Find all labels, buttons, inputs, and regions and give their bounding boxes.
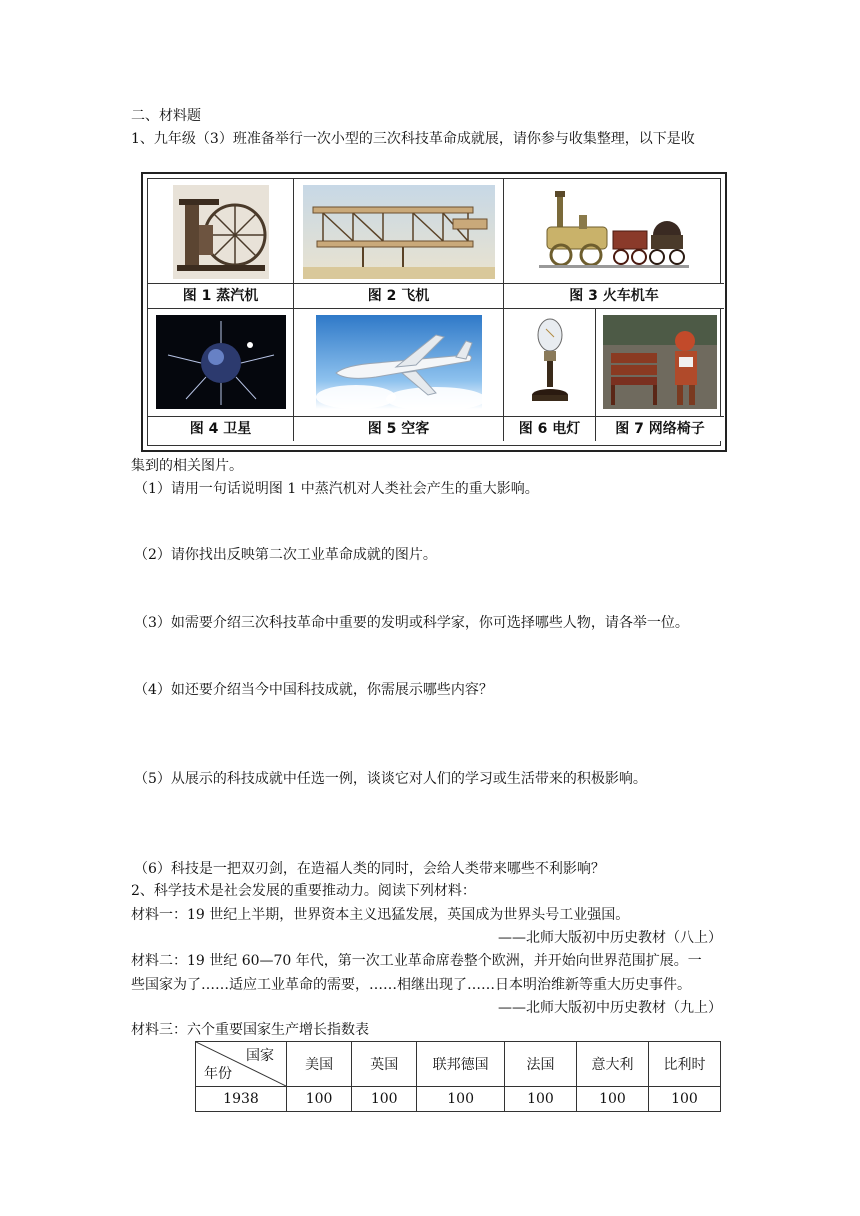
figure-cell-7 — [596, 309, 724, 441]
figure-cell-6 — [504, 309, 596, 441]
q2-intro: 2、科学技术是社会发展的重要推动力。阅读下列材料： — [131, 883, 476, 899]
figure-caption-7: 图 7 网络椅子 — [596, 416, 724, 441]
figure-caption-3: 图 3 火车机车 — [504, 283, 724, 308]
figure-cell-3 — [504, 179, 724, 309]
figure-cell-4 — [148, 309, 294, 441]
satellite-icon — [156, 315, 286, 409]
table-column-header: 意大利 — [576, 1042, 648, 1087]
table-cell: 100 — [504, 1087, 576, 1112]
q1-intro-line2: 集到的相关图片。 — [131, 458, 243, 474]
figure-table — [141, 172, 727, 452]
table-column-header: 比利时 — [648, 1042, 720, 1087]
material-2-line1: 材料二：19 世纪 60—70 年代，第一次工业革命席卷整个欧洲，并开始向世界范围扩展。一 — [131, 953, 702, 969]
q1-intro-line1: 1、九年级（3）班准备举行一次小型的三次科技革命成就展，请你参与收集整理，以下是收 — [131, 131, 695, 147]
material-1: 材料一：19 世纪上半期，世界资本主义迅猛发展，英国成为世界头号工业强国。 — [131, 907, 630, 923]
table-column-header: 法国 — [504, 1042, 576, 1087]
table-cell: 100 — [648, 1087, 720, 1112]
table-cell: 100 — [352, 1087, 417, 1112]
sub-question-6: （6）科技是一把双刃剑，在造福人类的同时，会给人类带来哪些不利影响？ — [134, 861, 605, 877]
sub-question-5: （5）从展示的科技成就中任选一例，谈谈它对人们的学习或生活带来的积极影响。 — [134, 771, 647, 787]
figure-caption-2: 图 2 飞机 — [294, 283, 503, 308]
table-column-header: 联邦德国 — [417, 1042, 505, 1087]
sub-question-4: （4）如还要介绍当今中国科技成就，你需展示哪些内容？ — [134, 682, 493, 698]
material-2-line2: 些国家为了……适应工业革命的需要，……相继出现了……日本明治维新等重大历史事件。 — [131, 977, 691, 993]
figure-cell-5 — [294, 309, 504, 441]
steam-engine-icon — [173, 185, 269, 279]
light-bulb-icon — [520, 315, 580, 409]
table-column-header: 美国 — [287, 1042, 352, 1087]
table-cell: 100 — [417, 1087, 505, 1112]
table-row-year: 1938 — [196, 1087, 287, 1112]
production-index-table — [195, 1041, 721, 1112]
table-header-row — [196, 1042, 721, 1087]
biplane-icon — [303, 185, 495, 279]
sub-question-1: （1）请用一句话说明图 1 中蒸汽机对人类社会产生的重大影响。 — [134, 481, 539, 497]
figure-cell-1 — [148, 179, 294, 309]
table-corner-cell — [196, 1042, 287, 1087]
locomotive-icon — [539, 185, 689, 279]
corner-year-label: 年份 — [204, 1066, 232, 1082]
corner-country-label: 国家 — [246, 1048, 274, 1064]
material-3: 材料三：六个重要国家生产增长指数表 — [131, 1022, 369, 1038]
table-column-header: 英国 — [352, 1042, 417, 1087]
sub-question-2: （2）请你找出反映第二次工业革命成就的图片。 — [134, 547, 437, 563]
material-2-source: ——北师大版初中历史教材（九上） — [498, 1000, 722, 1016]
table-cell: 100 — [576, 1087, 648, 1112]
figure-caption-1: 图 1 蒸汽机 — [148, 283, 293, 308]
section-title: 二、材料题 — [131, 108, 201, 124]
figure-caption-6: 图 6 电灯 — [504, 416, 595, 441]
airliner-icon — [316, 315, 482, 409]
network-chair-icon — [603, 315, 717, 409]
material-1-source: ——北师大版初中历史教材（八上） — [498, 930, 722, 946]
figure-caption-5: 图 5 空客 — [294, 416, 503, 441]
figure-cell-2 — [294, 179, 504, 309]
sub-question-3: （3）如需要介绍三次科技革命中重要的发明或科学家，你可选择哪些人物，请各举一位。 — [134, 615, 689, 631]
figure-caption-4: 图 4 卫星 — [148, 416, 293, 441]
table-row — [196, 1087, 721, 1112]
table-cell: 100 — [287, 1087, 352, 1112]
